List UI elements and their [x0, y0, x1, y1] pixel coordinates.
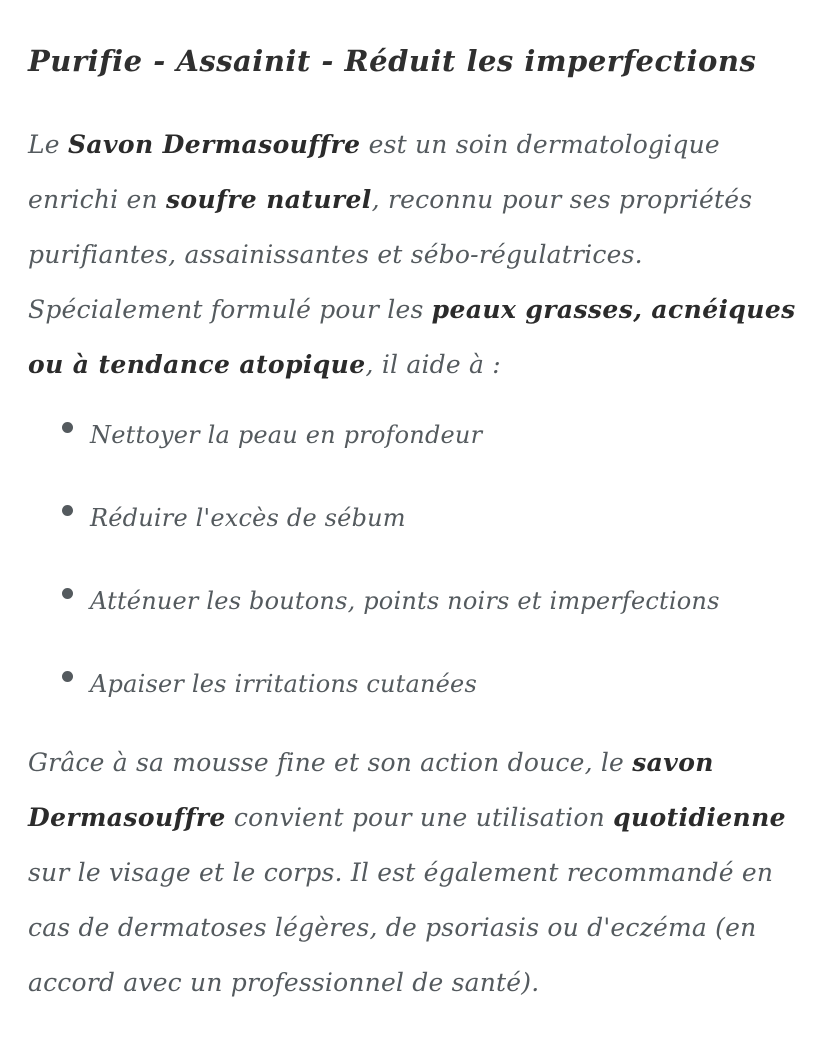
bullet-icon [62, 588, 73, 599]
bullet-icon [62, 671, 73, 682]
intro-text-1: Le [28, 129, 68, 159]
intro-paragraph [28, 117, 798, 392]
closing-strong-frequency: quotidienne [613, 802, 786, 832]
list-item [90, 420, 798, 451]
intro-text-2: est un soin dermatologique enrichi en [28, 129, 720, 214]
closing-text-2: convient pour une utilisation [225, 802, 614, 832]
page-title: Purifie - Assainit - Réduit les imperfections [28, 44, 757, 78]
intro-strong-product-name: Savon Dermasouffre [67, 129, 361, 159]
closing-paragraph [28, 735, 798, 1010]
bullet-icon [62, 505, 73, 516]
list-item-label: Atténuer les boutons, points noirs et imperfections [90, 587, 720, 616]
benefits-list [28, 420, 798, 701]
list-item [90, 503, 798, 534]
list-item-label: Nettoyer la peau en profondeur [90, 420, 483, 449]
list-item-label: Apaiser les irritations cutanées [90, 670, 477, 699]
list-item [90, 586, 798, 617]
intro-strong-ingredient: soufre naturel [165, 184, 372, 214]
bullet-icon [62, 422, 73, 433]
intro-text-4: , il aide à : [365, 349, 501, 379]
list-item-label: Réduire l'excès de sébum [90, 503, 406, 532]
intro-strong-skin-types: peaux grasses, acnéiques ou à tendance atopique [28, 294, 796, 379]
list-item [90, 669, 798, 700]
intro-text-3: , reconnu pour ses propriétés purifiantes, assainissantes et sébo-régulatrices. Spécialement formulé pour les [28, 184, 753, 324]
closing-strong-product-name: savon Dermasouffre [28, 747, 714, 832]
closing-text-1: Grâce à sa mousse fine et son action douce, le [28, 747, 633, 777]
closing-text-3: sur le visage et le corps. Il est également recommandé en cas de dermatoses légères, de psoriasis ou d'eczéma (en accord avec un professionnel de santé). [28, 857, 774, 997]
